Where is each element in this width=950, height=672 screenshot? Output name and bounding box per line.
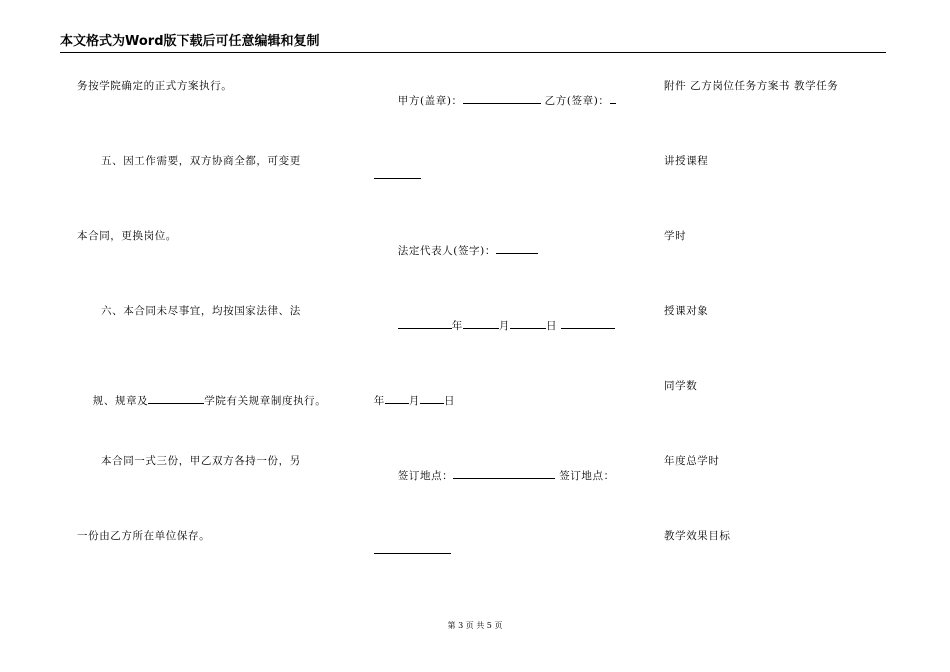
legal-rep-label: 法定代表人(签字)： [397,245,496,257]
header-title: 本文格式为Word版下载后可任意编辑和复制 [60,34,320,49]
page-header [60,34,886,53]
signature-line [382,79,616,122]
sign-place-continuation [358,529,451,572]
left-line-6: 本合同一式三份，甲乙双方各持一份，另 [101,455,301,467]
year-label-2: 年 [373,395,385,407]
right-line-7: 教学效果目标 [664,530,731,542]
year-blank-1 [398,318,452,329]
right-line-1: 附件 乙方岗位任务方案书 教学任务 [664,80,839,92]
left-line-4: 六、本合同未尽事宜，均按国家法律、法 [101,305,301,317]
party-a-label: 甲方(盖章)： [397,95,463,107]
party-a-blank [463,93,541,104]
day-label-1: 日 [545,320,558,332]
year-blank-2 [561,318,615,329]
signature-continuation [358,154,421,197]
left-line-5 [77,379,326,422]
legal-rep-blank [496,243,538,254]
right-line-5: 同学数 [664,380,698,392]
month-blank-2 [385,393,409,404]
day-blank-1 [510,318,546,329]
left-line-7: 一份由乙方所在单位保存。 [77,530,211,542]
party-b-blank [610,93,616,104]
date-line-2 [358,379,455,422]
day-blank-2 [420,393,444,404]
day-label-2: 日 [443,395,456,407]
sign-place-line [382,454,615,497]
right-line-6: 年度总学时 [664,455,720,467]
month-label-2: 月 [408,395,420,407]
right-line-3: 学时 [664,230,687,242]
sign-place-label-1: 签订地点： [397,470,454,482]
month-blank-1 [463,318,499,329]
sign-place-label-2: 签订地点： [559,470,615,482]
left-line-1: 务按学院确定的正式方案执行。 [77,80,233,92]
right-line-4: 授课对象 [664,305,709,317]
right-line-2: 讲授课程 [664,155,709,167]
left-line-5-suffix: 学院有关规章制度执行。 [204,395,327,407]
left-line-5-prefix: 规、规章及 [92,395,149,407]
date-line-1 [382,304,615,347]
sign-place-blank-2 [374,543,451,554]
left-line-2: 五、因工作需要，双方协商全都，可变更 [101,155,301,167]
party-b-blank-continued [374,168,421,179]
legal-rep-line [382,229,538,272]
year-label-1: 年 [451,320,463,332]
month-label-1: 月 [498,320,510,332]
page-footer: 第 3 页 共 5 页 [447,621,503,630]
left-line-3: 本合同，更换岗位。 [77,230,177,242]
party-b-label: 乙方(签章)： [544,95,610,107]
sign-place-blank-1 [453,468,555,479]
regulation-blank [148,393,204,404]
